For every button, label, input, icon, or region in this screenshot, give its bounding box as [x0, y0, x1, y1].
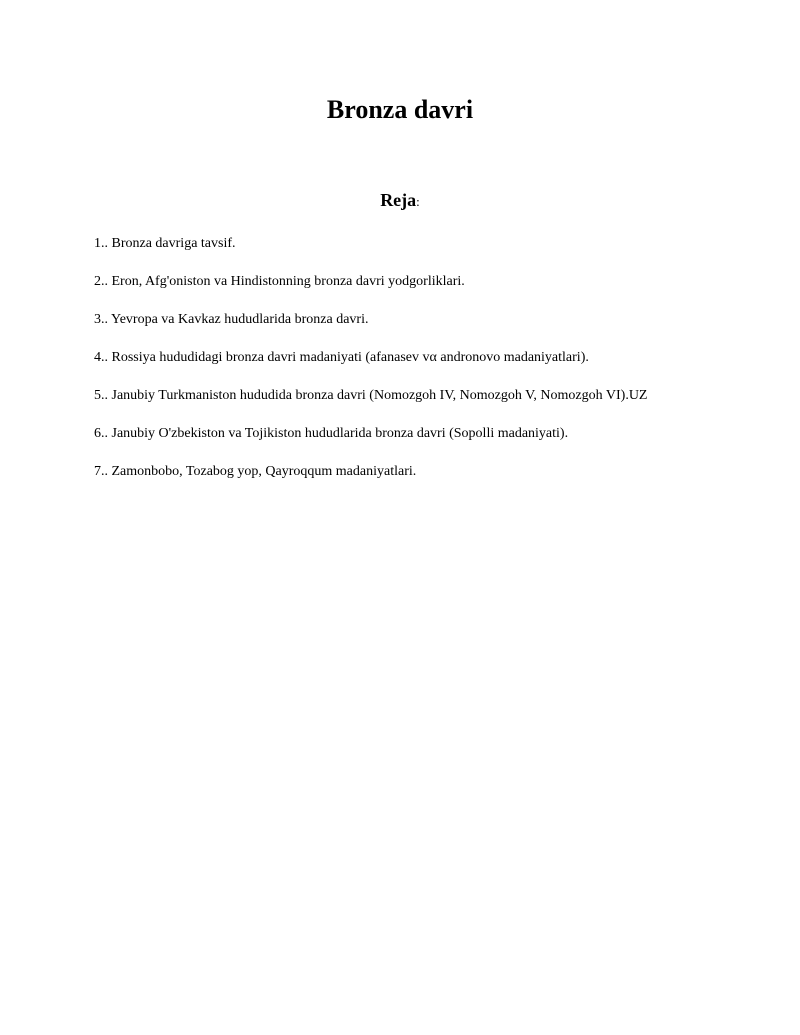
plan-item-6: 6.. Janubiy O'zbekiston va Tojikiston hududlarida bronza davri (Sopolli madaniyati).	[94, 426, 569, 441]
plan-heading-colon: :	[416, 194, 420, 209]
plan-item-3: 3.. Yevropa va Kavkaz hududlarida bronza davri.	[94, 312, 369, 327]
plan-heading	[0, 188, 800, 214]
plan-item-2: 2.. Eron, Afg'oniston va Hindistonning bronza davri yodgorliklari.	[94, 274, 465, 289]
plan-heading-word: Reja	[380, 190, 417, 210]
plan-item-1: 1.. Bronza davriga tavsif.	[94, 236, 236, 251]
plan-list	[94, 234, 774, 500]
plan-item-7: 7.. Zamonbobo, Tozabog yop, Qayroqqum madaniyatlari.	[94, 464, 417, 479]
plan-item-5: 5.. Janubiy Turkmaniston hududida bronza davri (Nomozgoh IV, Nomozgoh V, Nomozgoh VI).UZ	[94, 388, 648, 403]
page-title: Bronza davri	[326, 95, 474, 124]
plan-item-4: 4.. Rossiya hududidagi bronza davri madaniyati (afanasev vα andronovo madaniyatlari).	[94, 350, 589, 365]
